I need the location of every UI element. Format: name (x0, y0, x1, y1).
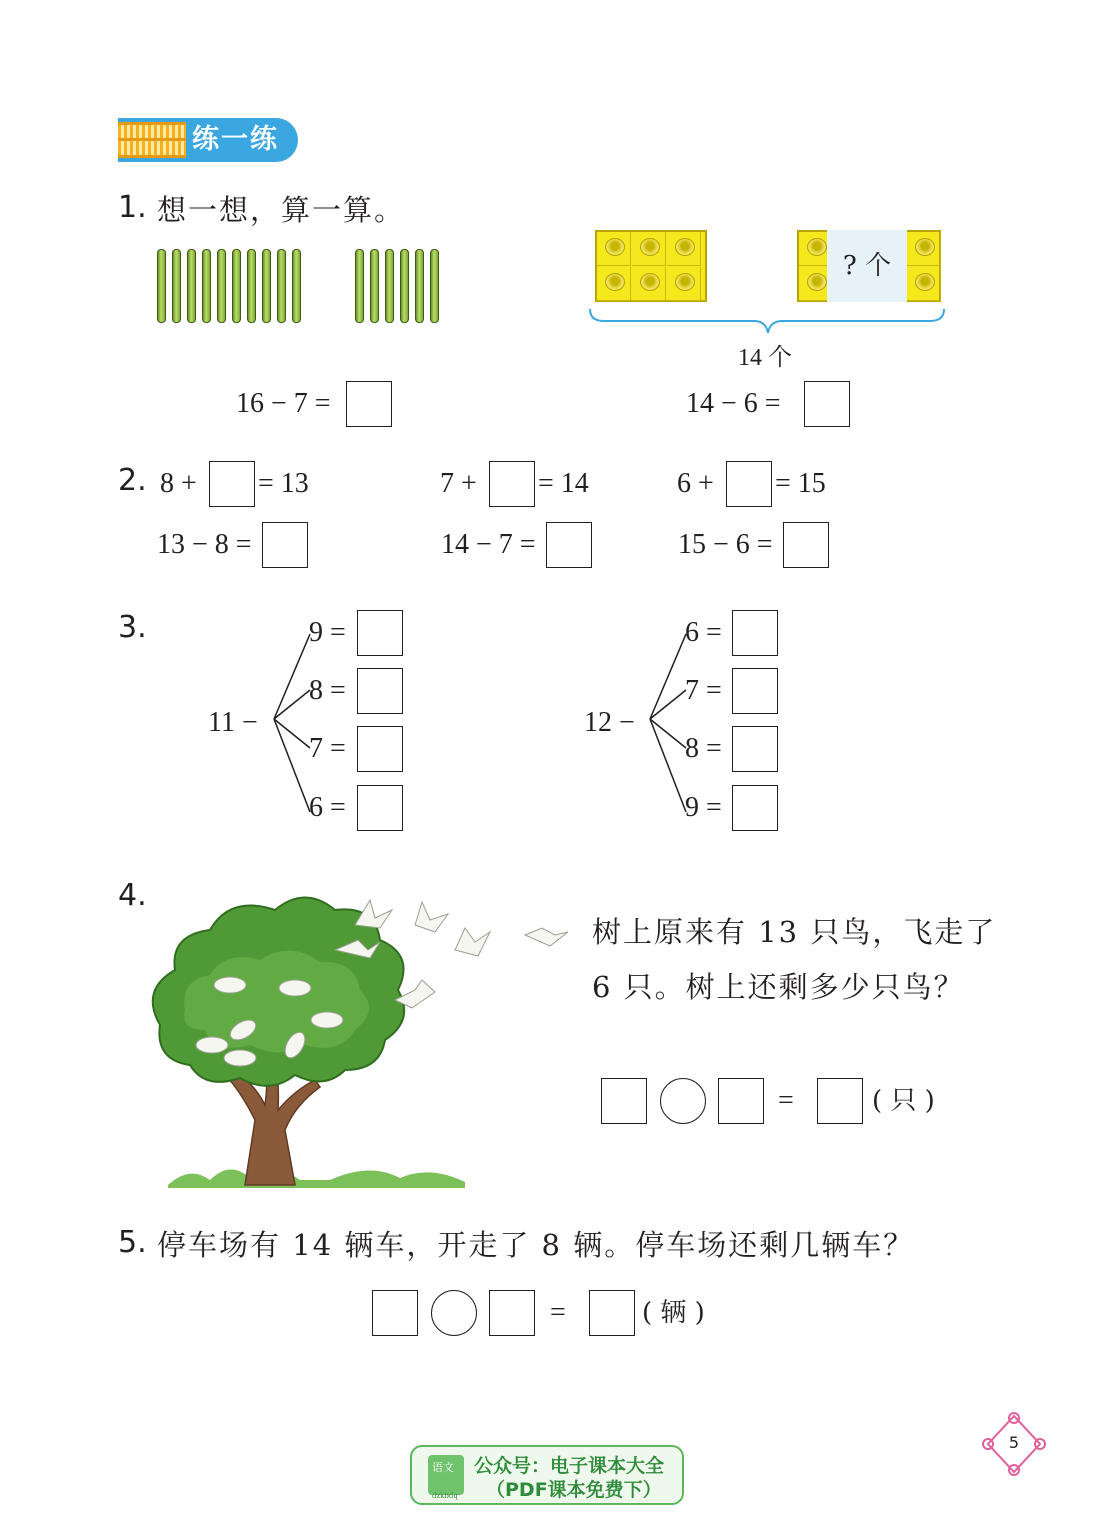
cube-hidden-label: ? 个 (827, 230, 907, 302)
equals-sign: = (550, 1297, 566, 1328)
q4-number: 4. (118, 878, 147, 913)
answer-box[interactable] (732, 668, 778, 714)
q3-left-item: 9 = (309, 617, 346, 648)
footer-line1: 公众号：电子课本大全 (474, 1455, 665, 1477)
answer-box[interactable] (718, 1078, 764, 1124)
q2-b-left: 7 + (440, 468, 477, 499)
q1-equation-right: 14 − 6 = (686, 388, 781, 419)
q4-line2: 6 只。树上还剩多少只鸟？ (592, 970, 965, 1004)
q5-prompt: 停车场有 14 辆车，开走了 8 辆。停车场还剩几辆车？ (157, 1228, 915, 1262)
q5-number: 5. (118, 1225, 147, 1260)
footer-icon-caption: dzkbdq (432, 1492, 458, 1500)
q3-left-item: 7 = (309, 733, 346, 764)
q2-d: 13 − 8 = (157, 529, 252, 560)
answer-box[interactable] (489, 1290, 535, 1336)
answer-box[interactable] (817, 1078, 863, 1124)
brace-label: 14 个 (738, 345, 792, 371)
q3-left-minuend: 11 − (208, 707, 258, 738)
operator-circle[interactable] (431, 1290, 477, 1336)
tree-birds-illustration (130, 880, 570, 1195)
answer-box[interactable] (589, 1290, 635, 1336)
q3-right-item: 7 = (685, 675, 722, 706)
q2-b-right: = 14 (538, 468, 589, 499)
q4-line1: 树上原来有 13 只鸟，飞走了 (592, 915, 997, 949)
q2-c-left: 6 + (677, 468, 714, 499)
answer-box[interactable] (357, 610, 403, 656)
book-icon: 语文 (428, 1455, 464, 1495)
q3-right-minuend: 12 − (584, 707, 635, 738)
q1-prompt: 想一想，算一算。 (157, 193, 406, 227)
answer-box[interactable] (732, 610, 778, 656)
q3-left-item: 6 = (309, 792, 346, 823)
q2-c-right: = 15 (775, 468, 826, 499)
q3-left-item: 8 = (309, 675, 346, 706)
q2-a-right: = 13 (258, 468, 309, 499)
operator-circle[interactable] (660, 1078, 706, 1124)
q1-equation-left: 16 − 7 = (236, 388, 331, 419)
q3-number: 3. (118, 610, 147, 645)
q2-e: 14 − 7 = (441, 529, 536, 560)
q1-number: 1. (118, 190, 147, 225)
answer-box[interactable] (601, 1078, 647, 1124)
answer-box[interactable] (357, 726, 403, 772)
q3-right-item: 8 = (685, 733, 722, 764)
footer-line2: （PDF课本免费下） (486, 1479, 662, 1501)
unit-label: ( 辆 ) (642, 1298, 705, 1328)
answer-box[interactable] (732, 785, 778, 831)
q2-f: 15 − 6 = (678, 529, 773, 560)
answer-box[interactable] (732, 726, 778, 772)
footer-badge (410, 1445, 684, 1505)
section-title: 练一练 (192, 124, 279, 155)
equals-sign: = (778, 1085, 794, 1116)
q3-right-item: 9 = (685, 792, 722, 823)
answer-box[interactable] (357, 668, 403, 714)
q2-a-left: 8 + (160, 468, 197, 499)
unit-label: ( 只 ) (872, 1086, 935, 1116)
q3-right-item: 6 = (685, 617, 722, 648)
page-number: 5 (1008, 1433, 1020, 1452)
answer-box[interactable] (372, 1290, 418, 1336)
answer-box[interactable] (357, 785, 403, 831)
q2-number: 2. (118, 463, 147, 498)
